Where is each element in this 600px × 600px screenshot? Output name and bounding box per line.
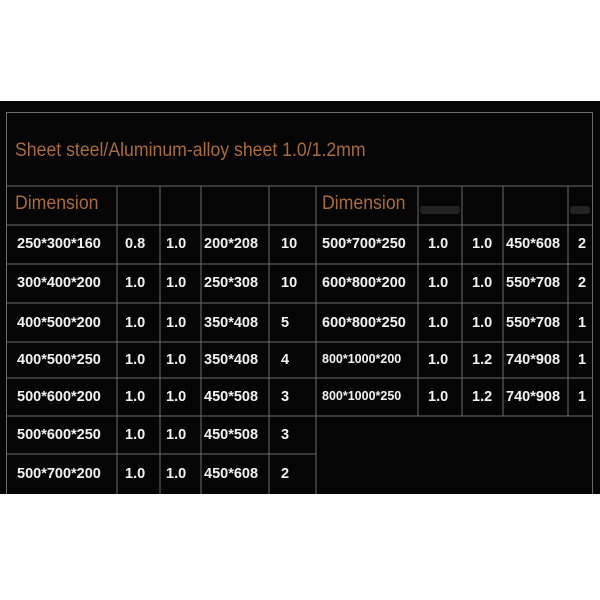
left-size-cell: 250*308: [204, 275, 259, 291]
right-size-cell: 450*608: [506, 236, 561, 252]
right-thickness-a-cell: 1.0: [428, 315, 449, 331]
right-thickness-b-cell: 1.0: [472, 236, 493, 252]
left-qty-cell: 10: [281, 275, 298, 291]
right-size-cell: 550*708: [506, 315, 561, 331]
left-qty-cell: 4: [281, 352, 290, 368]
left-qty-cell: 2: [281, 466, 290, 482]
blurred-header-mark: [420, 206, 460, 214]
left-thickness-a-cell: 1.0: [125, 352, 146, 368]
left-thickness-a-cell: 1.0: [125, 389, 146, 405]
left-qty-cell: 3: [281, 427, 290, 443]
left-size-cell: 350*408: [204, 352, 259, 368]
left-dimension-cell: 400*500*200: [17, 315, 101, 331]
left-thickness-b-cell: 1.0: [166, 275, 187, 291]
right-thickness-a-cell: 1.0: [428, 236, 449, 252]
blurred-header-mark: [570, 206, 590, 214]
right-thickness-b-cell: 1.0: [472, 275, 493, 291]
left-size-cell: 450*508: [204, 389, 259, 405]
right-size-cell: 740*908: [506, 389, 561, 405]
right-qty-cell: 1: [578, 315, 587, 331]
left-dimension-cell: 500*700*200: [17, 466, 101, 482]
right-thickness-b-cell: 1.2: [472, 389, 493, 405]
right-dimension-cell: 800*1000*250: [322, 389, 402, 403]
left-thickness-b-cell: 1.0: [166, 389, 187, 405]
left-thickness-b-cell: 1.0: [166, 466, 187, 482]
left-thickness-a-cell: 1.0: [125, 315, 146, 331]
left-qty-cell: 3: [281, 389, 290, 405]
right-thickness-a-cell: 1.0: [428, 389, 449, 405]
left-dimension-cell: 500*600*200: [17, 389, 101, 405]
left-thickness-a-cell: 1.0: [125, 275, 146, 291]
right-size-cell: 550*708: [506, 275, 561, 291]
right-thickness-a-cell: 1.0: [428, 275, 449, 291]
right-thickness-b-cell: 1.2: [472, 352, 493, 368]
left-size-cell: 450*608: [204, 466, 259, 482]
right-thickness-a-cell: 1.0: [428, 352, 449, 368]
right-dimension-cell: 600*800*250: [322, 315, 406, 331]
left-dimension-cell: 250*300*160: [17, 236, 101, 252]
right-dimension-cell: 500*700*250: [322, 236, 406, 252]
right-dimension-cell: 800*1000*200: [322, 352, 402, 366]
left-thickness-a-cell: 1.0: [125, 427, 146, 443]
left-thickness-a-cell: 1.0: [125, 466, 146, 482]
right-size-cell: 740*908: [506, 352, 561, 368]
left-thickness-b-cell: 1.0: [166, 315, 187, 331]
table-title: Sheet steel/Aluminum-alloy sheet 1.0/1.2mm: [15, 140, 366, 161]
left-qty-cell: 5: [281, 315, 290, 331]
left-thickness-b-cell: 1.0: [166, 352, 187, 368]
right-qty-cell: 1: [578, 352, 587, 368]
left-dimension-cell: 500*600*250: [17, 427, 101, 443]
right-dimension-header: Dimension: [322, 193, 406, 214]
left-thickness-a-cell: 0.8: [125, 236, 146, 252]
right-thickness-b-cell: 1.0: [472, 315, 493, 331]
right-qty-cell: 2: [578, 236, 587, 252]
left-size-cell: 200*208: [204, 236, 259, 252]
left-dimension-cell: 300*400*200: [17, 275, 101, 291]
left-size-cell: 450*508: [204, 427, 259, 443]
left-qty-cell: 10: [281, 236, 298, 252]
left-thickness-b-cell: 1.0: [166, 236, 187, 252]
left-thickness-b-cell: 1.0: [166, 427, 187, 443]
right-qty-cell: 2: [578, 275, 587, 291]
right-dimension-cell: 600*800*200: [322, 275, 406, 291]
left-dimension-cell: 400*500*250: [17, 352, 101, 368]
left-dimension-header: Dimension: [15, 193, 99, 214]
left-size-cell: 350*408: [204, 315, 259, 331]
right-qty-cell: 1: [578, 389, 587, 405]
